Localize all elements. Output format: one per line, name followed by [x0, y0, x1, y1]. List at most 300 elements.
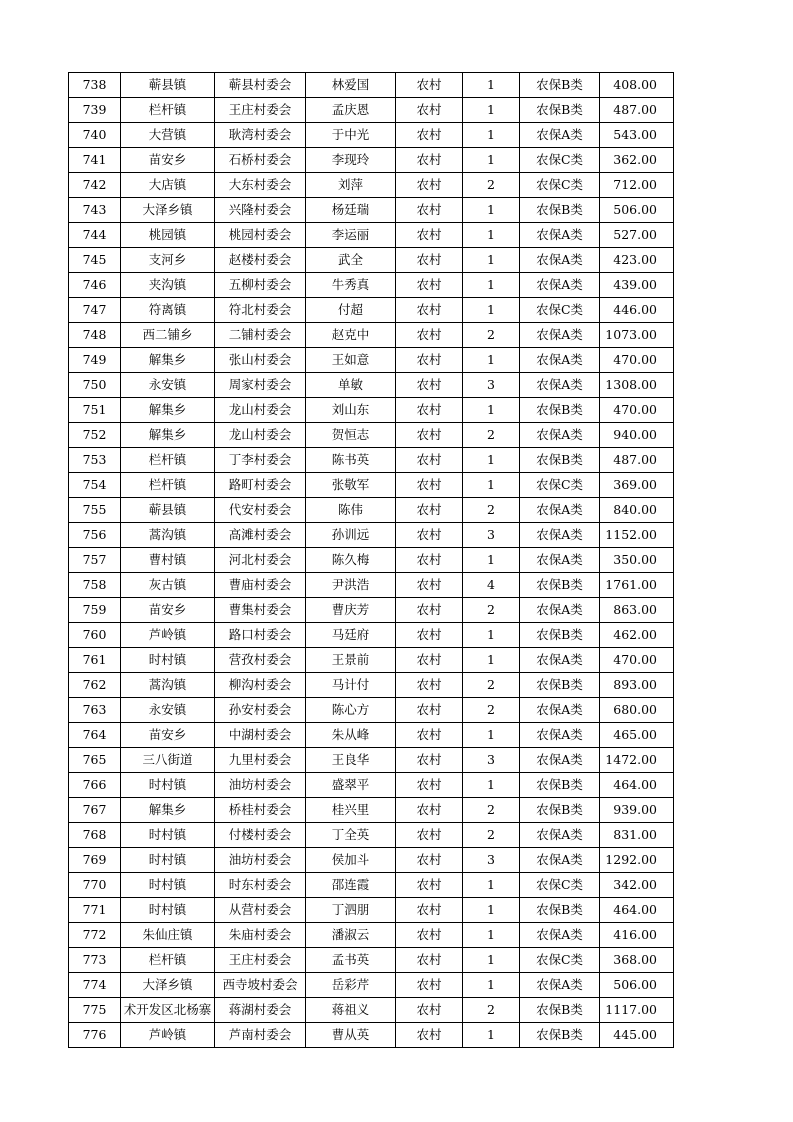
category-cell: 农保A类: [520, 723, 600, 748]
row-number-cell: 769: [69, 848, 121, 873]
row-number-cell: 770: [69, 873, 121, 898]
category-cell: 农保B类: [520, 623, 600, 648]
household-size-cell: 2: [463, 823, 520, 848]
amount-cell: 940.00: [600, 423, 674, 448]
category-cell: 农保B类: [520, 73, 600, 98]
township-cell: 栏杆镇: [121, 98, 215, 123]
village-committee-cell: 中湖村委会: [215, 723, 306, 748]
row-number-cell: 754: [69, 473, 121, 498]
name-cell: 陈伟: [306, 498, 396, 523]
village-committee-cell: 大东村委会: [215, 173, 306, 198]
township-cell: 芦岭镇: [121, 1023, 215, 1048]
category-cell: 农保C类: [520, 148, 600, 173]
village-committee-cell: 从营村委会: [215, 898, 306, 923]
table-row: [69, 1023, 674, 1048]
name-cell: 朱从峰: [306, 723, 396, 748]
township-cell: 永安镇: [121, 698, 215, 723]
table-row: [69, 773, 674, 798]
household-size-cell: 1: [463, 873, 520, 898]
amount-cell: 470.00: [600, 348, 674, 373]
township-cell: 西二铺乡: [121, 323, 215, 348]
household-size-cell: 1: [463, 198, 520, 223]
village-committee-cell: 河北村委会: [215, 548, 306, 573]
category-cell: 农保B类: [520, 773, 600, 798]
row-number-cell: 750: [69, 373, 121, 398]
township-cell: 蒿沟镇: [121, 673, 215, 698]
township-cell: 时村镇: [121, 848, 215, 873]
category-cell: 农保C类: [520, 948, 600, 973]
village-committee-cell: 九里村委会: [215, 748, 306, 773]
village-committee-cell: 王庄村委会: [215, 948, 306, 973]
category-cell: 农保B类: [520, 198, 600, 223]
table-row: [69, 748, 674, 773]
category-cell: 农保B类: [520, 798, 600, 823]
area-type-cell: 农村: [396, 273, 463, 298]
village-committee-cell: 蕲县村委会: [215, 73, 306, 98]
township-cell: 栏杆镇: [121, 448, 215, 473]
area-type-cell: 农村: [396, 148, 463, 173]
household-size-cell: 3: [463, 848, 520, 873]
row-number-cell: 756: [69, 523, 121, 548]
amount-cell: 680.00: [600, 698, 674, 723]
name-cell: 蒋祖义: [306, 998, 396, 1023]
name-cell: 王良华: [306, 748, 396, 773]
village-committee-cell: 石桥村委会: [215, 148, 306, 173]
village-committee-cell: 王庄村委会: [215, 98, 306, 123]
name-cell: 马计付: [306, 673, 396, 698]
row-number-cell: 749: [69, 348, 121, 373]
name-cell: 邵连霞: [306, 873, 396, 898]
village-committee-cell: 时东村委会: [215, 873, 306, 898]
township-cell: 大泽乡镇: [121, 973, 215, 998]
row-number-cell: 759: [69, 598, 121, 623]
name-cell: 盛翠平: [306, 773, 396, 798]
amount-cell: 1152.00: [600, 523, 674, 548]
row-number-cell: 739: [69, 98, 121, 123]
household-size-cell: 2: [463, 673, 520, 698]
village-committee-cell: 高滩村委会: [215, 523, 306, 548]
category-cell: 农保B类: [520, 98, 600, 123]
household-size-cell: 1: [463, 248, 520, 273]
amount-cell: 464.00: [600, 898, 674, 923]
amount-cell: 506.00: [600, 198, 674, 223]
table-row: [69, 123, 674, 148]
category-cell: 农保A类: [520, 748, 600, 773]
table-row: [69, 373, 674, 398]
row-number-cell: 772: [69, 923, 121, 948]
name-cell: 侯加斗: [306, 848, 396, 873]
row-number-cell: 743: [69, 198, 121, 223]
area-type-cell: 农村: [396, 973, 463, 998]
township-cell: 蒿沟镇: [121, 523, 215, 548]
table-row: [69, 948, 674, 973]
category-cell: 农保C类: [520, 873, 600, 898]
amount-cell: 368.00: [600, 948, 674, 973]
household-size-cell: 1: [463, 223, 520, 248]
row-number-cell: 742: [69, 173, 121, 198]
amount-cell: 464.00: [600, 773, 674, 798]
name-cell: 贺恒志: [306, 423, 396, 448]
household-size-cell: 1: [463, 648, 520, 673]
table-row: [69, 548, 674, 573]
row-number-cell: 767: [69, 798, 121, 823]
table-row: [69, 623, 674, 648]
township-cell: 苗安乡: [121, 148, 215, 173]
area-type-cell: 农村: [396, 648, 463, 673]
household-size-cell: 2: [463, 598, 520, 623]
row-number-cell: 741: [69, 148, 121, 173]
category-cell: 农保B类: [520, 898, 600, 923]
table-row: [69, 473, 674, 498]
table-row: [69, 523, 674, 548]
category-cell: 农保A类: [520, 498, 600, 523]
row-number-cell: 747: [69, 298, 121, 323]
township-cell: 支河乡: [121, 248, 215, 273]
township-cell: 时村镇: [121, 648, 215, 673]
name-cell: 单敏: [306, 373, 396, 398]
amount-cell: 445.00: [600, 1023, 674, 1048]
area-type-cell: 农村: [396, 998, 463, 1023]
township-cell: 苗安乡: [121, 598, 215, 623]
amount-cell: 470.00: [600, 398, 674, 423]
household-size-cell: 1: [463, 898, 520, 923]
row-number-cell: 748: [69, 323, 121, 348]
name-cell: 王景前: [306, 648, 396, 673]
table-row: [69, 973, 674, 998]
township-cell: 苗安乡: [121, 723, 215, 748]
household-size-cell: 1: [463, 948, 520, 973]
household-size-cell: 3: [463, 523, 520, 548]
area-type-cell: 农村: [396, 898, 463, 923]
category-cell: 农保A类: [520, 523, 600, 548]
village-committee-cell: 张山村委会: [215, 348, 306, 373]
row-number-cell: 768: [69, 823, 121, 848]
row-number-cell: 752: [69, 423, 121, 448]
village-committee-cell: 朱庙村委会: [215, 923, 306, 948]
township-cell: 三八街道: [121, 748, 215, 773]
category-cell: 农保A类: [520, 823, 600, 848]
category-cell: 农保A类: [520, 273, 600, 298]
amount-cell: 487.00: [600, 98, 674, 123]
amount-cell: 369.00: [600, 473, 674, 498]
village-committee-cell: 柳沟村委会: [215, 673, 306, 698]
township-cell: 大泽乡镇: [121, 198, 215, 223]
table-row: [69, 898, 674, 923]
category-cell: 农保A类: [520, 348, 600, 373]
row-number-cell: 773: [69, 948, 121, 973]
household-size-cell: 1: [463, 448, 520, 473]
village-committee-cell: 兴隆村委会: [215, 198, 306, 223]
area-type-cell: 农村: [396, 548, 463, 573]
township-cell: 栏杆镇: [121, 473, 215, 498]
amount-cell: 506.00: [600, 973, 674, 998]
village-committee-cell: 二铺村委会: [215, 323, 306, 348]
township-cell: 符离镇: [121, 298, 215, 323]
category-cell: 农保C类: [520, 473, 600, 498]
category-cell: 农保A类: [520, 248, 600, 273]
amount-cell: 470.00: [600, 648, 674, 673]
village-committee-cell: 桃园村委会: [215, 223, 306, 248]
amount-cell: 362.00: [600, 148, 674, 173]
household-size-cell: 1: [463, 298, 520, 323]
area-type-cell: 农村: [396, 123, 463, 148]
area-type-cell: 农村: [396, 348, 463, 373]
row-number-cell: 762: [69, 673, 121, 698]
village-committee-cell: 龙山村委会: [215, 423, 306, 448]
name-cell: 林爱国: [306, 73, 396, 98]
area-type-cell: 农村: [396, 923, 463, 948]
category-cell: 农保C类: [520, 298, 600, 323]
row-number-cell: 776: [69, 1023, 121, 1048]
category-cell: 农保B类: [520, 1023, 600, 1048]
category-cell: 农保B类: [520, 398, 600, 423]
category-cell: 农保A类: [520, 973, 600, 998]
area-type-cell: 农村: [396, 98, 463, 123]
area-type-cell: 农村: [396, 323, 463, 348]
township-cell: 大营镇: [121, 123, 215, 148]
household-size-cell: 2: [463, 998, 520, 1023]
table-row: [69, 698, 674, 723]
row-number-cell: 763: [69, 698, 121, 723]
area-type-cell: 农村: [396, 748, 463, 773]
row-number-cell: 753: [69, 448, 121, 473]
area-type-cell: 农村: [396, 498, 463, 523]
relief-roster-table: [68, 72, 674, 1048]
category-cell: 农保A类: [520, 848, 600, 873]
village-committee-cell: 桥桂村委会: [215, 798, 306, 823]
village-committee-cell: 路口村委会: [215, 623, 306, 648]
household-size-cell: 1: [463, 973, 520, 998]
table-row: [69, 248, 674, 273]
name-cell: 孙训远: [306, 523, 396, 548]
table-row: [69, 823, 674, 848]
amount-cell: 465.00: [600, 723, 674, 748]
household-size-cell: 2: [463, 698, 520, 723]
category-cell: 农保A类: [520, 548, 600, 573]
row-number-cell: 740: [69, 123, 121, 148]
amount-cell: 831.00: [600, 823, 674, 848]
township-cell: 术开发区北杨寨: [121, 998, 215, 1023]
area-type-cell: 农村: [396, 673, 463, 698]
area-type-cell: 农村: [396, 798, 463, 823]
area-type-cell: 农村: [396, 173, 463, 198]
village-committee-cell: 耿湾村委会: [215, 123, 306, 148]
row-number-cell: 775: [69, 998, 121, 1023]
name-cell: 刘山东: [306, 398, 396, 423]
row-number-cell: 746: [69, 273, 121, 298]
category-cell: 农保A类: [520, 598, 600, 623]
category-cell: 农保A类: [520, 923, 600, 948]
township-cell: 时村镇: [121, 823, 215, 848]
household-size-cell: 3: [463, 373, 520, 398]
table-row: [69, 673, 674, 698]
area-type-cell: 农村: [396, 248, 463, 273]
name-cell: 李运丽: [306, 223, 396, 248]
township-cell: 夹沟镇: [121, 273, 215, 298]
village-committee-cell: 蒋湖村委会: [215, 998, 306, 1023]
table-body: [69, 73, 674, 1048]
township-cell: 时村镇: [121, 873, 215, 898]
amount-cell: 446.00: [600, 298, 674, 323]
table-row: [69, 923, 674, 948]
row-number-cell: 755: [69, 498, 121, 523]
category-cell: 农保B类: [520, 573, 600, 598]
name-cell: 岳彩芹: [306, 973, 396, 998]
area-type-cell: 农村: [396, 298, 463, 323]
area-type-cell: 农村: [396, 73, 463, 98]
amount-cell: 1117.00: [600, 998, 674, 1023]
amount-cell: 423.00: [600, 248, 674, 273]
township-cell: 时村镇: [121, 898, 215, 923]
name-cell: 李现玲: [306, 148, 396, 173]
household-size-cell: 2: [463, 173, 520, 198]
name-cell: 杨廷瑞: [306, 198, 396, 223]
name-cell: 张敬军: [306, 473, 396, 498]
amount-cell: 1472.00: [600, 748, 674, 773]
table-row: [69, 998, 674, 1023]
township-cell: 蕲县镇: [121, 498, 215, 523]
name-cell: 刘萍: [306, 173, 396, 198]
category-cell: 农保A类: [520, 123, 600, 148]
area-type-cell: 农村: [396, 773, 463, 798]
amount-cell: 462.00: [600, 623, 674, 648]
village-committee-cell: 孙安村委会: [215, 698, 306, 723]
township-cell: 芦岭镇: [121, 623, 215, 648]
household-size-cell: 1: [463, 148, 520, 173]
table-row: [69, 423, 674, 448]
area-type-cell: 农村: [396, 723, 463, 748]
village-committee-cell: 五柳村委会: [215, 273, 306, 298]
village-committee-cell: 周家村委会: [215, 373, 306, 398]
household-size-cell: 4: [463, 573, 520, 598]
table-row: [69, 198, 674, 223]
household-size-cell: 1: [463, 1023, 520, 1048]
village-committee-cell: 芦南村委会: [215, 1023, 306, 1048]
table-row: [69, 848, 674, 873]
area-type-cell: 农村: [396, 373, 463, 398]
name-cell: 马廷府: [306, 623, 396, 648]
category-cell: 农保B类: [520, 998, 600, 1023]
amount-cell: 1073.00: [600, 323, 674, 348]
row-number-cell: 744: [69, 223, 121, 248]
table-row: [69, 298, 674, 323]
amount-cell: 1308.00: [600, 373, 674, 398]
village-committee-cell: 付楼村委会: [215, 823, 306, 848]
village-committee-cell: 路町村委会: [215, 473, 306, 498]
table-row: [69, 573, 674, 598]
amount-cell: 1761.00: [600, 573, 674, 598]
amount-cell: 527.00: [600, 223, 674, 248]
township-cell: 解集乡: [121, 398, 215, 423]
village-committee-cell: 营孜村委会: [215, 648, 306, 673]
amount-cell: 439.00: [600, 273, 674, 298]
table-row: [69, 723, 674, 748]
category-cell: 农保B类: [520, 448, 600, 473]
name-cell: 陈久梅: [306, 548, 396, 573]
name-cell: 曹从英: [306, 1023, 396, 1048]
amount-cell: 712.00: [600, 173, 674, 198]
row-number-cell: 764: [69, 723, 121, 748]
area-type-cell: 农村: [396, 823, 463, 848]
area-type-cell: 农村: [396, 948, 463, 973]
table-row: [69, 598, 674, 623]
village-committee-cell: 符北村委会: [215, 298, 306, 323]
household-size-cell: 1: [463, 623, 520, 648]
township-cell: 时村镇: [121, 773, 215, 798]
area-type-cell: 农村: [396, 198, 463, 223]
category-cell: 农保A类: [520, 223, 600, 248]
village-committee-cell: 曹集村委会: [215, 598, 306, 623]
table-row: [69, 798, 674, 823]
name-cell: 丁泗朋: [306, 898, 396, 923]
village-committee-cell: 油坊村委会: [215, 773, 306, 798]
name-cell: 陈心方: [306, 698, 396, 723]
table-row: [69, 223, 674, 248]
area-type-cell: 农村: [396, 573, 463, 598]
name-cell: 武全: [306, 248, 396, 273]
household-size-cell: 1: [463, 398, 520, 423]
amount-cell: 863.00: [600, 598, 674, 623]
area-type-cell: 农村: [396, 698, 463, 723]
household-size-cell: 2: [463, 498, 520, 523]
household-size-cell: 1: [463, 98, 520, 123]
area-type-cell: 农村: [396, 223, 463, 248]
name-cell: 陈书英: [306, 448, 396, 473]
table-row: [69, 323, 674, 348]
amount-cell: 1292.00: [600, 848, 674, 873]
area-type-cell: 农村: [396, 473, 463, 498]
name-cell: 桂兴里: [306, 798, 396, 823]
amount-cell: 893.00: [600, 673, 674, 698]
row-number-cell: 761: [69, 648, 121, 673]
township-cell: 解集乡: [121, 798, 215, 823]
household-size-cell: 1: [463, 348, 520, 373]
township-cell: 桃园镇: [121, 223, 215, 248]
area-type-cell: 农村: [396, 598, 463, 623]
amount-cell: 840.00: [600, 498, 674, 523]
household-size-cell: 1: [463, 548, 520, 573]
table-row: [69, 448, 674, 473]
name-cell: 尹洪浩: [306, 573, 396, 598]
amount-cell: 342.00: [600, 873, 674, 898]
village-committee-cell: 代安村委会: [215, 498, 306, 523]
name-cell: 于中光: [306, 123, 396, 148]
township-cell: 蕲县镇: [121, 73, 215, 98]
township-cell: 解集乡: [121, 423, 215, 448]
household-size-cell: 2: [463, 798, 520, 823]
township-cell: 解集乡: [121, 348, 215, 373]
table-row: [69, 398, 674, 423]
township-cell: 曹村镇: [121, 548, 215, 573]
area-type-cell: 农村: [396, 423, 463, 448]
township-cell: 大店镇: [121, 173, 215, 198]
name-cell: 孟庆恩: [306, 98, 396, 123]
area-type-cell: 农村: [396, 448, 463, 473]
name-cell: 潘淑云: [306, 923, 396, 948]
household-size-cell: 1: [463, 273, 520, 298]
category-cell: 农保A类: [520, 423, 600, 448]
area-type-cell: 农村: [396, 623, 463, 648]
village-committee-cell: 油坊村委会: [215, 848, 306, 873]
household-size-cell: 2: [463, 323, 520, 348]
household-size-cell: 1: [463, 473, 520, 498]
household-size-cell: 1: [463, 923, 520, 948]
name-cell: 孟书英: [306, 948, 396, 973]
village-committee-cell: 丁李村委会: [215, 448, 306, 473]
household-size-cell: 3: [463, 748, 520, 773]
table-row: [69, 98, 674, 123]
household-size-cell: 1: [463, 773, 520, 798]
